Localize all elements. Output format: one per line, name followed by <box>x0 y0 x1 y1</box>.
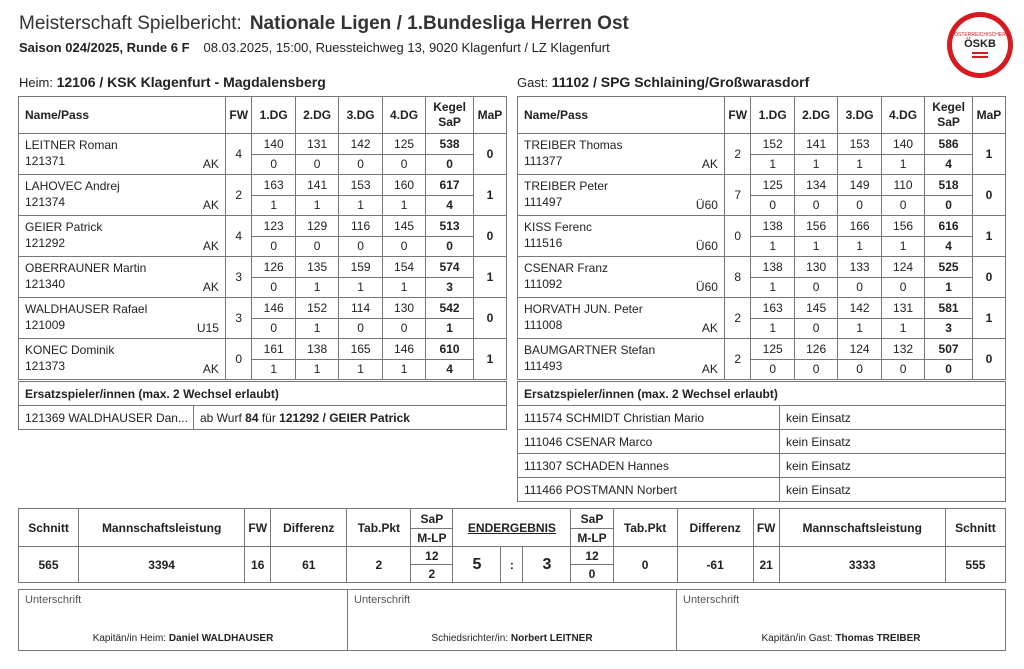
dg-sap: 1 <box>751 277 794 298</box>
kegel-total: 518 <box>925 175 973 196</box>
dg-sap: 1 <box>252 359 295 380</box>
player-pass: 121009 <box>25 318 66 332</box>
sap-total: 4 <box>925 154 973 175</box>
player-category: AK <box>701 321 718 335</box>
dg-score: 129 <box>295 216 338 237</box>
player-name: LAHOVEC Andrej <box>25 179 120 193</box>
diff-header: Differenz <box>271 509 347 547</box>
home-score: 5 <box>453 547 501 583</box>
player-map: 0 <box>473 134 506 175</box>
dg3-header: 3.DG <box>838 97 881 134</box>
dg-score: 110 <box>881 175 924 196</box>
dg-sap: 0 <box>751 359 794 380</box>
dg-score: 138 <box>751 216 794 237</box>
dg-score: 146 <box>252 298 295 319</box>
player-row <box>19 175 507 196</box>
name-header: Name/Pass <box>518 97 725 134</box>
signature-area <box>18 589 1006 651</box>
sub-row <box>518 406 1006 430</box>
sap-total: 1 <box>426 318 474 339</box>
kegel-sap-header: Kegel SaP <box>925 97 973 134</box>
dg-sap: 1 <box>382 277 425 298</box>
player-name: BAUMGARTNER Stefan <box>524 343 656 357</box>
dg-sap: 1 <box>339 277 382 298</box>
dg-score: 138 <box>295 339 338 360</box>
dg-sap: 0 <box>751 195 794 216</box>
kegel-total: 616 <box>925 216 973 237</box>
kegel-sap-header: Kegel SaP <box>426 97 474 134</box>
player-name-cell <box>19 257 226 298</box>
player-category: AK <box>202 362 219 376</box>
sap-total: 3 <box>426 277 474 298</box>
dg-score: 153 <box>838 134 881 155</box>
dg-sap: 0 <box>838 277 881 298</box>
dg-sap: 0 <box>339 318 382 339</box>
player-pass: 111497 <box>524 195 563 209</box>
home-players-table <box>18 96 507 380</box>
dg-score: 141 <box>794 134 837 155</box>
sub-player: 111466 POSTMANN Norbert <box>518 478 780 502</box>
kegel-total: 525 <box>925 257 973 278</box>
map-header: MaP <box>473 97 506 134</box>
subs-heading: Ersatzspieler/innen (max. 2 Wechsel erlaubt) <box>19 382 507 406</box>
guest-leistung: 3333 <box>779 547 945 583</box>
dg-sap: 0 <box>794 195 837 216</box>
dg-sap: 1 <box>382 195 425 216</box>
player-map: 0 <box>972 175 1005 216</box>
dg-sap: 1 <box>751 236 794 257</box>
player-name: TREIBER Peter <box>524 179 609 193</box>
dg-score: 142 <box>339 134 382 155</box>
dg-sap: 1 <box>382 359 425 380</box>
dg-sap: 0 <box>382 318 425 339</box>
dg-score: 145 <box>794 298 837 319</box>
dg-score: 114 <box>339 298 382 319</box>
dg-score: 126 <box>252 257 295 278</box>
dg-sap: 0 <box>339 154 382 175</box>
dg-score: 142 <box>838 298 881 319</box>
dg1-header: 1.DG <box>751 97 794 134</box>
dg-sap: 1 <box>881 318 924 339</box>
sub-row <box>19 406 507 430</box>
dg-score: 159 <box>339 257 382 278</box>
dg-sap: 1 <box>838 154 881 175</box>
dg-score: 145 <box>382 216 425 237</box>
player-name: KONEC Dominik <box>25 343 115 357</box>
dg-sap: 0 <box>252 236 295 257</box>
player-name-cell <box>518 339 725 380</box>
player-category: U15 <box>196 321 219 335</box>
dg-score: 124 <box>881 257 924 278</box>
sub-row <box>518 430 1006 454</box>
dg2-header: 2.DG <box>295 97 338 134</box>
player-category: AK <box>701 157 718 171</box>
kegel-total: 617 <box>426 175 474 196</box>
player-row <box>19 134 507 155</box>
tab-header: Tab.Pkt <box>613 509 677 547</box>
schnitt-header: Schnitt <box>19 509 79 547</box>
player-map: 1 <box>972 216 1005 257</box>
home-schnitt: 565 <box>19 547 79 583</box>
guest-mlp: 0 <box>571 565 613 583</box>
player-map: 0 <box>473 298 506 339</box>
dg-sap: 0 <box>252 277 295 298</box>
player-row <box>518 257 1006 278</box>
player-name-cell <box>518 134 725 175</box>
sub-row <box>518 478 1006 502</box>
dg-score: 141 <box>295 175 338 196</box>
player-map: 0 <box>972 339 1005 380</box>
dg-sap: 0 <box>881 277 924 298</box>
dg-score: 125 <box>751 175 794 196</box>
player-name: WALDHAUSER Rafael <box>25 302 148 316</box>
dg-sap: 1 <box>838 236 881 257</box>
dg-sap: 1 <box>881 154 924 175</box>
player-name-cell <box>19 216 226 257</box>
leistung-header: Mannschaftsleistung <box>779 509 945 547</box>
dg-sap: 0 <box>881 195 924 216</box>
player-name: LEITNER Roman <box>25 138 118 152</box>
player-name: HORVATH JUN. Peter <box>524 302 643 316</box>
dg-score: 130 <box>382 298 425 319</box>
home-substitutes-table <box>18 381 507 430</box>
match-info <box>19 40 610 55</box>
sap-total: 1 <box>925 277 973 298</box>
dg-score: 138 <box>751 257 794 278</box>
player-fw: 2 <box>724 298 751 339</box>
dg-sap: 1 <box>339 359 382 380</box>
guest-diff: -61 <box>677 547 753 583</box>
guest-tab: 0 <box>613 547 677 583</box>
signature-home-captain: Unterschrift Kapitän/in Heim: Daniel WALDHAUSER <box>19 590 348 650</box>
sub-player: 111574 SCHMIDT Christian Mario <box>518 406 780 430</box>
player-pass: 111092 <box>524 277 563 291</box>
dg-score: 153 <box>339 175 382 196</box>
leistung-header: Mannschaftsleistung <box>79 509 245 547</box>
dg-score: 163 <box>751 298 794 319</box>
sub-note: ab Wurf 84 für 121292 / GEIER Patrick <box>194 406 507 430</box>
kegel-total: 538 <box>426 134 474 155</box>
dg-score: 165 <box>339 339 382 360</box>
player-pass: 121371 <box>25 154 66 168</box>
guest-score: 3 <box>523 547 571 583</box>
dg-sap: 0 <box>382 236 425 257</box>
dg-score: 126 <box>794 339 837 360</box>
dg3-header: 3.DG <box>339 97 382 134</box>
dg-score: 140 <box>252 134 295 155</box>
player-fw: 7 <box>724 175 751 216</box>
sub-note: kein Einsatz <box>780 430 1006 454</box>
dg-sap: 0 <box>295 154 338 175</box>
dg-score: 133 <box>838 257 881 278</box>
dg-sap: 0 <box>252 318 295 339</box>
player-fw: 4 <box>225 216 252 257</box>
player-fw: 4 <box>225 134 252 175</box>
player-name: GEIER Patrick <box>25 220 103 234</box>
player-map: 1 <box>473 175 506 216</box>
oeskb-logo: ÖSTERREICHISCHER ÖSKB <box>947 12 1013 78</box>
dg-score: 124 <box>838 339 881 360</box>
season-round: Saison 024/2025, Runde 6 F <box>19 40 190 55</box>
kegel-total: 513 <box>426 216 474 237</box>
dg-score: 134 <box>794 175 837 196</box>
home-tab: 2 <box>347 547 411 583</box>
player-map: 0 <box>473 216 506 257</box>
player-fw: 3 <box>225 257 252 298</box>
guest-players-table <box>517 96 1006 380</box>
home-fw: 16 <box>245 547 271 583</box>
player-category: Ü60 <box>695 198 718 212</box>
sap-total: 4 <box>426 359 474 380</box>
dg-score: 140 <box>881 134 924 155</box>
sap-header: SaP <box>411 509 453 529</box>
player-row <box>518 134 1006 155</box>
dg-sap: 0 <box>252 154 295 175</box>
sap-total: 3 <box>925 318 973 339</box>
player-row <box>19 216 507 237</box>
player-fw: 2 <box>225 175 252 216</box>
dg-score: 166 <box>838 216 881 237</box>
player-row <box>518 216 1006 237</box>
dg-score: 125 <box>751 339 794 360</box>
kegel-total: 574 <box>426 257 474 278</box>
sub-player: 111307 SCHADEN Hannes <box>518 454 780 478</box>
player-row <box>518 339 1006 360</box>
dg-score: 130 <box>794 257 837 278</box>
player-map: 1 <box>972 134 1005 175</box>
endergebnis-header: ENDERGEBNIS <box>453 509 571 547</box>
mlp-header: M-LP <box>571 529 613 547</box>
dg-sap: 0 <box>295 236 338 257</box>
player-name: TREIBER Thomas <box>524 138 623 152</box>
player-pass: 121374 <box>25 195 66 209</box>
dg-sap: 1 <box>838 318 881 339</box>
sub-note: kein Einsatz <box>780 478 1006 502</box>
guest-fw: 21 <box>753 547 779 583</box>
player-row <box>518 175 1006 196</box>
player-fw: 3 <box>225 298 252 339</box>
player-name: OBERRAUNER Martin <box>25 261 147 275</box>
map-header: MaP <box>972 97 1005 134</box>
guest-schnitt: 555 <box>945 547 1005 583</box>
player-category: AK <box>202 239 219 253</box>
sap-total: 0 <box>925 195 973 216</box>
dg-score: 154 <box>382 257 425 278</box>
home-sap: 12 <box>411 547 453 565</box>
player-pass: 111493 <box>524 359 563 373</box>
player-category: Ü60 <box>695 239 718 253</box>
dg1-header: 1.DG <box>252 97 295 134</box>
signature-referee: Unterschrift Schiedsrichter/in: Norbert LEITNER <box>348 590 677 650</box>
match-details: 08.03.2025, 15:00, Ruessteichweg 13, 9020 Klagenfurt / LZ Klagenfurt <box>203 40 610 55</box>
player-pass: 121292 <box>25 236 66 250</box>
guest-team-header: Gast: 11102 / SPG Schlaining/Großwarasdorf <box>517 74 810 90</box>
player-map: 1 <box>473 339 506 380</box>
page-title: Meisterschaft Spielbericht: Nationale Ligen / 1.Bundesliga Herren Ost <box>19 13 629 34</box>
dg-score: 156 <box>881 216 924 237</box>
schnitt-header: Schnitt <box>945 509 1005 547</box>
player-name-cell <box>518 216 725 257</box>
guest-sap: 12 <box>571 547 613 565</box>
player-fw: 8 <box>724 257 751 298</box>
kegel-total: 610 <box>426 339 474 360</box>
player-name: KISS Ferenc <box>524 220 593 234</box>
player-name-cell <box>19 175 226 216</box>
player-pass: 121340 <box>25 277 66 291</box>
score-colon: : <box>501 547 523 583</box>
sap-total: 0 <box>426 236 474 257</box>
dg-score: 125 <box>382 134 425 155</box>
sub-player: 111046 CSENAR Marco <box>518 430 780 454</box>
dg-sap: 1 <box>881 236 924 257</box>
player-category: AK <box>202 198 219 212</box>
home-team-header: Heim: 12106 / KSK Klagenfurt - Magdalensberg <box>19 74 326 90</box>
dg-score: 131 <box>881 298 924 319</box>
subs-heading: Ersatzspieler/innen (max. 2 Wechsel erlaubt) <box>518 382 1006 406</box>
sub-row <box>518 454 1006 478</box>
dg-score: 152 <box>295 298 338 319</box>
sub-note: kein Einsatz <box>780 406 1006 430</box>
sub-player: 121369 WALDHAUSER Dan... <box>19 406 194 430</box>
player-fw: 0 <box>225 339 252 380</box>
player-category: AK <box>202 280 219 294</box>
dg-sap: 0 <box>838 195 881 216</box>
dg-score: 135 <box>295 257 338 278</box>
player-fw: 2 <box>724 134 751 175</box>
player-pass: 121373 <box>25 359 66 373</box>
sap-total: 4 <box>925 236 973 257</box>
fw-header: FW <box>724 97 751 134</box>
dg-sap: 0 <box>794 277 837 298</box>
player-name-cell <box>19 298 226 339</box>
dg-score: 149 <box>838 175 881 196</box>
dg-score: 131 <box>295 134 338 155</box>
home-leistung: 3394 <box>79 547 245 583</box>
tab-header: Tab.Pkt <box>347 509 411 547</box>
player-map: 1 <box>972 298 1005 339</box>
player-row <box>19 339 507 360</box>
dg4-header: 4.DG <box>382 97 425 134</box>
dg-score: 116 <box>339 216 382 237</box>
player-row <box>19 298 507 319</box>
fw-header: FW <box>753 509 779 547</box>
home-mlp: 2 <box>411 565 453 583</box>
dg-score: 161 <box>252 339 295 360</box>
dg-sap: 0 <box>838 359 881 380</box>
player-map: 0 <box>972 257 1005 298</box>
dg-sap: 1 <box>794 236 837 257</box>
dg-sap: 1 <box>751 154 794 175</box>
kegel-total: 586 <box>925 134 973 155</box>
fw-header: FW <box>245 509 271 547</box>
kegel-total: 507 <box>925 339 973 360</box>
dg-sap: 0 <box>382 154 425 175</box>
mlp-header: M-LP <box>411 529 453 547</box>
player-name-cell <box>518 257 725 298</box>
sap-header: SaP <box>571 509 613 529</box>
dg-sap: 0 <box>339 236 382 257</box>
sub-note: kein Einsatz <box>780 454 1006 478</box>
dg-sap: 0 <box>881 359 924 380</box>
diff-header: Differenz <box>677 509 753 547</box>
player-name-cell <box>518 298 725 339</box>
dg-sap: 1 <box>295 359 338 380</box>
player-pass: 111377 <box>524 154 563 168</box>
player-name-cell <box>19 134 226 175</box>
sap-total: 0 <box>426 154 474 175</box>
home-diff: 61 <box>271 547 347 583</box>
dg-score: 152 <box>751 134 794 155</box>
dg4-header: 4.DG <box>881 97 924 134</box>
player-category: AK <box>202 157 219 171</box>
dg-sap: 0 <box>794 318 837 339</box>
dg-sap: 1 <box>751 318 794 339</box>
dg-sap: 1 <box>295 195 338 216</box>
player-pass: 111516 <box>524 236 563 250</box>
name-header: Name/Pass <box>19 97 226 134</box>
player-map: 1 <box>473 257 506 298</box>
fw-header: FW <box>225 97 252 134</box>
player-name: CSENAR Franz <box>524 261 609 275</box>
sap-total: 0 <box>925 359 973 380</box>
dg-score: 123 <box>252 216 295 237</box>
dg-score: 163 <box>252 175 295 196</box>
sap-total: 4 <box>426 195 474 216</box>
player-row <box>518 298 1006 319</box>
dg-score: 156 <box>794 216 837 237</box>
player-name-cell <box>19 339 226 380</box>
dg-score: 146 <box>382 339 425 360</box>
kegel-total: 542 <box>426 298 474 319</box>
dg2-header: 2.DG <box>794 97 837 134</box>
summary-table <box>18 508 1006 583</box>
guest-substitutes-table <box>517 381 1006 502</box>
player-fw: 2 <box>724 339 751 380</box>
dg-score: 132 <box>881 339 924 360</box>
dg-sap: 1 <box>252 195 295 216</box>
player-fw: 0 <box>724 216 751 257</box>
player-category: AK <box>701 362 718 376</box>
player-name-cell <box>518 175 725 216</box>
player-category: Ü60 <box>695 280 718 294</box>
player-pass: 111008 <box>524 318 563 332</box>
dg-sap: 1 <box>794 154 837 175</box>
signature-guest-captain: Unterschrift Kapitän/in Gast: Thomas TREIBER <box>683 594 921 644</box>
kegel-total: 581 <box>925 298 973 319</box>
dg-sap: 1 <box>295 277 338 298</box>
player-row <box>19 257 507 278</box>
dg-sap: 0 <box>794 359 837 380</box>
dg-sap: 1 <box>295 318 338 339</box>
dg-sap: 1 <box>339 195 382 216</box>
dg-score: 160 <box>382 175 425 196</box>
